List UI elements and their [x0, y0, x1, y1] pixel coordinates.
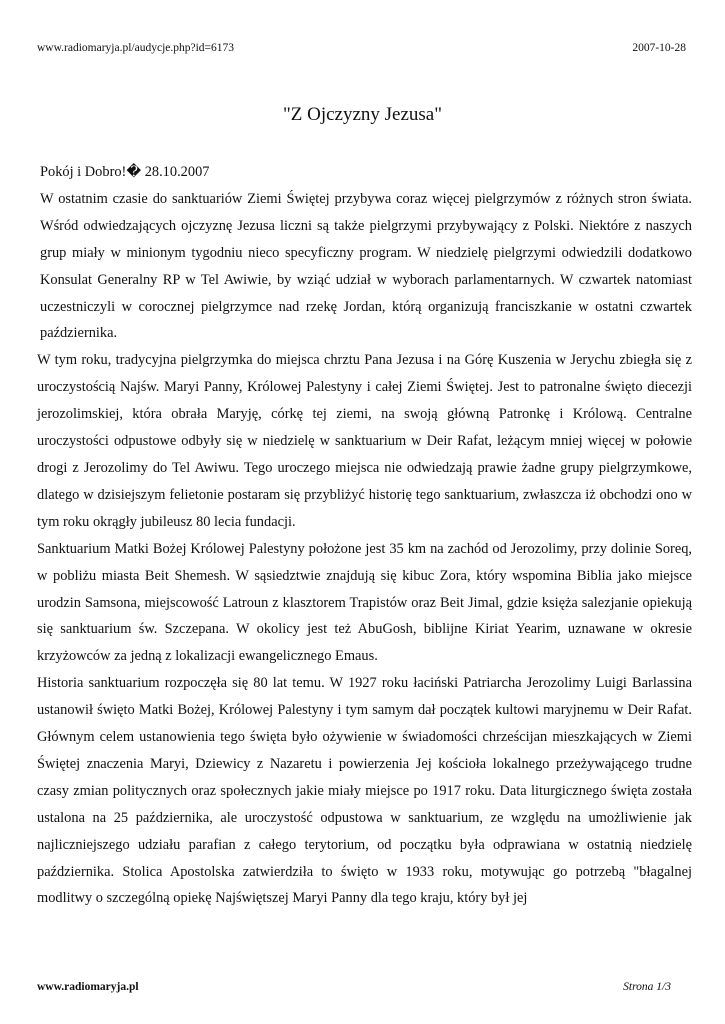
header-url: www.radiomaryja.pl/audycje.php?id=6173: [37, 42, 235, 54]
footer-site: www.radiomaryja.pl: [37, 981, 139, 993]
paragraph-3: Sanktuarium Matki Bożej Królowej Palestyny położone jest 35 km na zachód od Jerozolimy, przy dolinie Soreq, w pobliżu miasta Beit Shemesh. W sąsiedztwie znajdują się kibuc Zora, który wspomina Biblia jako miejsce urodzin Samsona, miejscowość Latroun z klasztorem Trapistów oraz Beit Jimal, gdzie księża salezjanie opiekują się sanktuarium św. Szczepana. W okolicy jest też AbuGosh, biblijne Kiriat Yearim, uznawane w okresie krzyżowców za jedną z lokalizacji ewangelicznego Emaus.: [37, 540, 692, 665]
greeting-line: Pokój i Dobro!� 28.10.2007: [40, 164, 210, 180]
article-body: [37, 159, 692, 912]
page-number: Strona 1/3: [623, 981, 671, 993]
paragraph-4: Historia sanktuarium rozpoczęła się 80 lat temu. W 1927 roku łaciński Patriarcha Jerozolimy Luigi Barlassina ustanowił święto Matki Bożej, Królowej Palestyny i tym samym dał początek kultowi maryjnemu w Deir Rafat. Głównym celem ustanowienia tego święta było ożywienie w świadomości chrześcijan mieszkających w Ziemi Świętej znaczenia Maryi, Dziewicy z Nazaretu i powierzenia Jej kościoła lokalnego przeżywającego trudne czasy zmian politycznych oraz społecznych jakie miały miejsce po 1917 roku. Data liturgicznego święta została ustalona na 25 października, ale uroczystość odpustowa w sanktuarium, ze względu na umożliwienie jak najliczniejszego udziału parafian z całego terytorium, od początku była odprawiana w ostatnią niedzielę października. Stolica Apostolska zatwierdziła to święto w 1933 roku, motywując go potrzebą "błagalnej modlitwy o szczególną opiekę Najświętszej Maryi Panny dla tego kraju, który był jej: [37, 675, 692, 907]
page-title: "Z Ojczyzny Jezusa": [282, 104, 442, 125]
paragraph-2: W tym roku, tradycyjna pielgrzymka do miejsca chrztu Pana Jezusa i na Górę Kuszenia w Jerychu zbiegła się z uroczystością Najśw. Maryi Panny, Królowej Palestyny i całej Ziemi Świętej. Jest to patronalne święto diecezji jerozolimskiej, która obrała Maryję, córkę tej ziemi, na swoją główną Patronkę i Królową. Centralne uroczystości odpustowe odbyły się w niedzielę w sanktuarium w Deir Rafat, leżącym mniej więcej w połowie drogi z Jerozolimy do Tel Awiwu. Tego uroczego miejsca nie odwiedzają prawie żadne grupy pielgrzymkowe, dlatego w dzisiejszym felietonie postaram się przybliżyć historię tego sanktuarium, zwłaszcza iż obchodzi ono w tym roku okrągły jubileusz 80 lecia fundacji.: [37, 352, 692, 530]
paragraph-1: W ostatnim czasie do sanktuariów Ziemi Świętej przybywa coraz więcej pielgrzymów z różnych stron świata. Wśród odwiedzających ojczyznę Jezusa liczni są także pielgrzymi przybywający z Polski. Niektóre z naszych grup miały w minionym tygodniu nieco specyficzny program. W niedzielę pielgrzymi odwiedzili dodatkowo Konsulat Generalny RP w Tel Awiwie, by wziąć udział w wyborach parlamentarnych. W czwartek natomiast uczestniczyli w corocznej pielgrzymce nad rzekę Jordan, którą organizują franciszkanie w ostatni czwartek października.: [40, 190, 692, 342]
header-date: 2007-10-28: [632, 42, 686, 54]
